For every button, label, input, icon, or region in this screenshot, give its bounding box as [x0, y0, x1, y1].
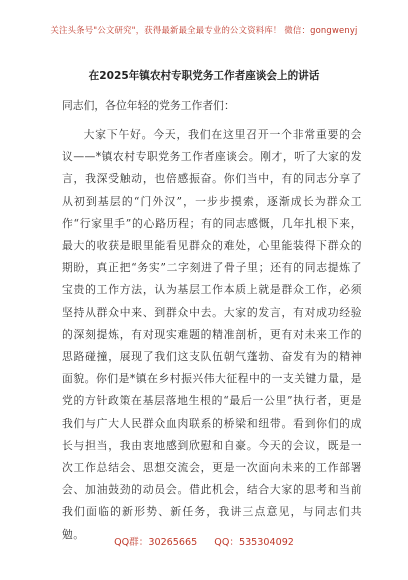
- page-footer: [0, 534, 408, 548]
- document-title: 在2025年镇农村专职党务工作者座谈会上的讲话: [88, 70, 320, 82]
- footer-qq-group: QQ群：30265665: [114, 537, 198, 548]
- header-promo-note: 关注头条号"公文研究"，获得最新最全最专业的公文资料库！ 微信：gongwenyj: [50, 25, 358, 35]
- page-header: [0, 0, 408, 60]
- body-paragraph: 大家下午好。今天，我们在这里召开一个非常重要的会议——*镇农村专职党务工作者座谈会。刚才，听了大家的发言，我深受触动，也倍感振奋。你们当中，有的同志分享了从初到基层的“门外汉”，一步步摸索，逐渐成长为群众工作“行家里手”的心路历程；有的同志感慨，几年扎根下来，最大的收获是眼里能看见群众的难处，心里能装得下群众的期盼，真正把“务实”二字刻进了骨子里；还有的同志提炼了宝贵的工作方法，认为基层工作本质上就是群众工作，必须坚持从群众中来、到群众中去。大家的发言，有对成功经验的深刻提炼，有对现实难题的精准剖析，更有对未来工作的思路碰撞，展现了我们这支队伍朝气蓬勃、奋发有为的精神面貌。你们是*镇在乡村振兴伟大征程中的一支关键力量，是党的方针政策在基层落地生根的“最后一公里”执行者，更是我们与广大人民群众血肉联系的桥梁和纽带。看到你们的成长与担当，我由衷地感到欣慰和自豪。今天的会议，既是一次工作总结会、思想交流会，更是一次面向未来的工作部署会、加油鼓劲的动员会。借此机会，结合大家的思考和当前我们面临的新形势、新任务，我讲三点意见，与同志们共勉。: [62, 128, 362, 541]
- footer-qq: QQ：535304092: [214, 537, 294, 548]
- greeting-line: 同志们，各位年轻的党务工作者们：: [62, 99, 235, 112]
